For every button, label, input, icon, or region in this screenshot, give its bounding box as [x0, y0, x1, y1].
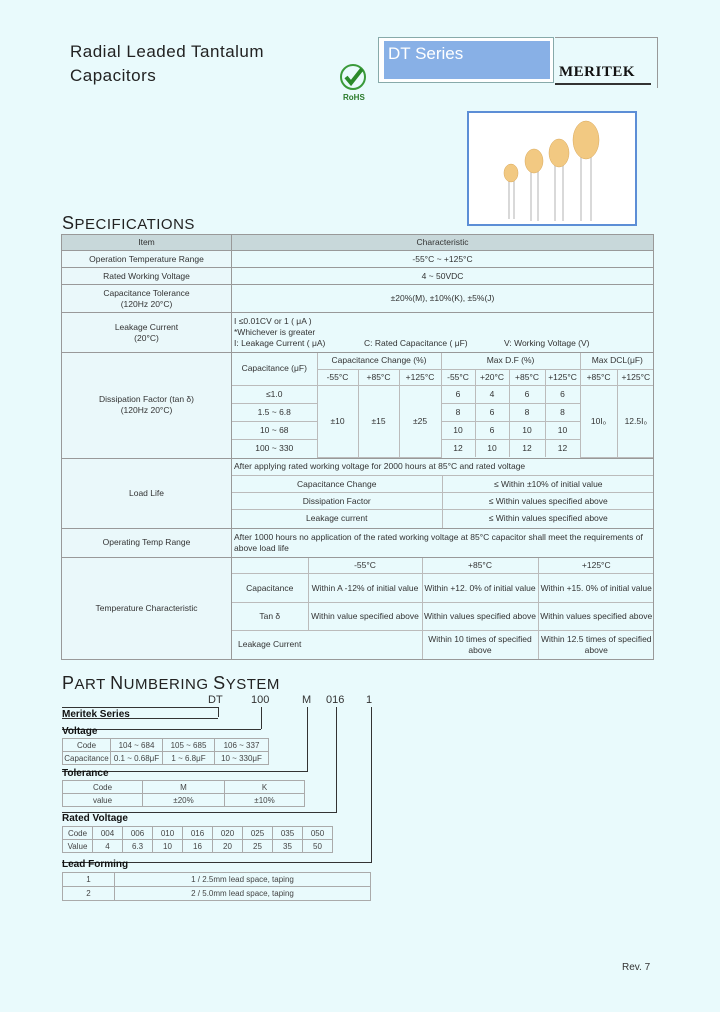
voltage-cap-cell: 1 ~ 6.8μF: [163, 752, 215, 765]
rated-value-cell: 25: [243, 840, 273, 853]
voltage-table: [62, 738, 269, 765]
capacitor-image: [469, 113, 635, 224]
df-value: 10: [545, 421, 580, 439]
temp-char-value: Within values specified above: [538, 603, 654, 631]
row-op-temp: [62, 251, 654, 268]
load-life-value: ≤ Within values specified above: [442, 510, 654, 528]
df-cc-value: ±15: [358, 385, 399, 457]
rated-code-cell: 025: [243, 827, 273, 840]
load-life-key: Dissipation Factor: [232, 493, 442, 510]
df-dcl-value: 10I₀: [580, 385, 617, 457]
leakage-line-1: I ≤0.01CV or 1 ( μA ): [234, 316, 312, 326]
brand-underline: [555, 83, 651, 85]
col-item: Item: [62, 235, 232, 251]
voltage-cap-cell: 10 ~ 330μF: [215, 752, 269, 765]
code-part-rated: 016: [326, 694, 345, 706]
leakage-def-i: I: Leakage Current ( μA): [234, 338, 326, 348]
load-life-value: ≤ Within ±10% of initial value: [442, 476, 654, 493]
cap-tol-value: ±20%(M), ±10%(K), ±5%(J): [232, 285, 654, 313]
df-cap-range: ≤1.0: [232, 385, 317, 403]
load-life-cell: [232, 458, 654, 528]
rated-value-cell: 4: [93, 840, 123, 853]
temp-char-key: Capacitance: [232, 574, 308, 603]
row-leakage: [62, 313, 654, 353]
code-part-voltage: 100: [251, 694, 270, 706]
rated-code-cell: 006: [123, 827, 153, 840]
df-dcl-value: 12.5I₀: [617, 385, 654, 457]
df-value: 12: [441, 439, 475, 457]
df-value: 10: [509, 421, 545, 439]
df-table-cell: [232, 353, 654, 459]
temp-char-key: Leakage Current: [232, 631, 422, 659]
leakage-line-3: [234, 338, 653, 349]
voltage-code-cell: 104 ~ 684: [111, 739, 163, 752]
df-df-temp: +20°C: [475, 369, 509, 385]
product-photo: [467, 111, 637, 226]
df-label-2: (120Hz 20°C): [120, 405, 173, 416]
rohs-label: RoHS: [343, 93, 365, 102]
df-cap-range: 10 ~ 68: [232, 421, 317, 439]
lead-code-cell: 2: [63, 887, 115, 901]
rated-value-cell: 20: [213, 840, 243, 853]
connector-line: [261, 707, 262, 729]
df-value: 4: [475, 385, 509, 403]
df-cc-header: Capacitance Change (%): [317, 353, 441, 369]
specifications-table: [61, 234, 654, 660]
part-heading-p: P: [62, 673, 75, 693]
cap-tol-label: [62, 285, 232, 313]
rated-value-cell: 16: [183, 840, 213, 853]
rated-value-cell: 6.3: [123, 840, 153, 853]
temp-char-corner: [232, 558, 308, 574]
rated-code-cell: 035: [273, 827, 303, 840]
df-cap-header: Capacitance (μF): [232, 353, 317, 385]
df-df-temp: +125°C: [545, 369, 580, 385]
leakage-def-c: C: Rated Capacitance ( μF): [364, 338, 468, 348]
row-temp-char: [62, 557, 654, 659]
lead-desc-cell: 2 / 5.0mm lead space, taping: [115, 887, 371, 901]
cap-tol-label-1: Capacitance Tolerance: [103, 287, 190, 298]
tolerance-table: [62, 780, 305, 807]
part-heading-ystem: YSTEM: [225, 676, 280, 693]
cap-tol-label-2: (120Hz 20°C): [120, 298, 173, 309]
specifications-heading: [62, 213, 195, 234]
part-heading-s: S: [213, 673, 226, 693]
rated-voltage-code-label: Rated Voltage: [62, 813, 128, 824]
op-temp-label: Operation Temperature Range: [62, 251, 232, 268]
op-temp-value: -55°C ~ +125°C: [232, 251, 654, 268]
brand-box: [555, 37, 658, 88]
revision-label: Rev. 7: [622, 962, 651, 973]
temp-char-value: Within +12. 0% of initial value: [422, 574, 538, 603]
rated-voltage-label: Rated Working Voltage: [62, 268, 232, 285]
rated-code-cell: 050: [303, 827, 333, 840]
df-table: [232, 353, 654, 458]
rated-code-cell: Code: [63, 827, 93, 840]
tol-code-cell: Code: [63, 781, 143, 794]
spec-heading-initial: S: [62, 213, 75, 233]
rated-voltage-value: 4 ~ 50VDC: [232, 268, 654, 285]
temp-char-header: +85°C: [422, 558, 538, 574]
df-cc-value: ±25: [399, 385, 441, 457]
connector-line: [218, 707, 219, 717]
part-heading-n: N: [110, 673, 124, 693]
temp-char-value: Within A -12% of initial value: [308, 574, 422, 603]
rohs-logo: [338, 62, 368, 109]
df-value: 10: [475, 439, 509, 457]
df-maxdf-header: Max D.F (%): [441, 353, 580, 369]
part-numbering-heading: [62, 673, 280, 694]
temp-char-key: Tan δ: [232, 603, 308, 631]
code-part-lead: 1: [366, 694, 373, 706]
voltage-cap-cell: Capacitance: [64, 753, 109, 763]
tol-code-cell: M: [143, 781, 225, 794]
rated-code-cell: 016: [183, 827, 213, 840]
df-value: 6: [509, 385, 545, 403]
df-value: 6: [475, 403, 509, 421]
row-dissipation: [62, 353, 654, 459]
voltage-code-cell: 105 ~ 685: [163, 739, 215, 752]
df-value: 6: [545, 385, 580, 403]
tol-value-cell: ±20%: [143, 794, 225, 807]
df-dcl-temp: +125°C: [617, 369, 654, 385]
df-value: 8: [545, 403, 580, 421]
document-title: [70, 40, 264, 88]
rated-value-cell: 35: [273, 840, 303, 853]
df-label: [62, 353, 232, 459]
lead-desc-cell: 1 / 2.5mm lead space, taping: [115, 873, 371, 887]
load-life-key: Capacitance Change: [232, 476, 442, 493]
voltage-label: Voltage: [62, 726, 98, 737]
connector-line: [371, 707, 372, 863]
df-value: 8: [441, 403, 475, 421]
leakage-label-2: (20°C): [134, 332, 159, 343]
rated-value-cell: 50: [303, 840, 333, 853]
df-value: 8: [509, 403, 545, 421]
title-line-1: Radial Leaded Tantalum: [70, 42, 265, 61]
load-life-table: [232, 459, 654, 528]
temp-char-value: Within 10 times of specified above: [422, 631, 538, 659]
temp-char-label: Temperature Characteristic: [62, 557, 232, 659]
connector-line: [307, 707, 308, 772]
voltage-cap-cell: 0.1 ~ 0.68μF: [111, 752, 163, 765]
df-df-temp: -55°C: [441, 369, 475, 385]
connector-line: [62, 707, 218, 708]
part-heading-art: ART: [74, 676, 111, 693]
tol-code-cell: K: [225, 781, 305, 794]
op-temp2-value: After 1000 hours no application of the rated working voltage at 85°C capacitor shall meet the requirements of above load life: [232, 528, 654, 557]
df-value: 6: [441, 385, 475, 403]
op-temp2-label: Operating Temp Range: [62, 528, 232, 557]
rated-code-cell: 004: [93, 827, 123, 840]
tol-value-cell: value: [63, 794, 143, 807]
meritek-series-label: Meritek Series: [62, 709, 130, 720]
spec-heading-rest: PECIFICATIONS: [74, 216, 195, 233]
rated-value-cell: 10: [153, 840, 183, 853]
df-df-temp: +85°C: [509, 369, 545, 385]
connector-line: [336, 707, 337, 813]
df-cc-value: ±10: [317, 385, 358, 457]
leakage-label-1: Leakage Current: [114, 321, 179, 332]
df-value: 10: [441, 421, 475, 439]
df-value: 12: [509, 439, 545, 457]
row-load-life: [62, 458, 654, 528]
df-value: 12: [545, 439, 580, 457]
lead-forming-label: Lead Forming: [62, 859, 129, 870]
spec-header-row: [62, 235, 654, 251]
code-part-tolerance: M: [302, 694, 312, 706]
lead-forming-table: [62, 872, 371, 901]
df-dcl-temp: +85°C: [580, 369, 617, 385]
rated-voltage-table: [62, 826, 333, 853]
tolerance-label: Tolerance: [62, 768, 109, 779]
leakage-label: [62, 313, 232, 353]
tol-value-cell: ±10%: [225, 794, 305, 807]
df-cap-range: 1.5 ~ 6.8: [232, 403, 317, 421]
load-life-label: Load Life: [62, 458, 232, 528]
temp-char-value: Within +15. 0% of initial value: [538, 574, 654, 603]
temp-char-table: [232, 558, 654, 659]
rohs-check-icon: [338, 62, 368, 104]
temp-char-value: Within value specified above: [308, 603, 422, 631]
rated-code-cell: 020: [213, 827, 243, 840]
df-maxdcl-header: Max DCL(μF): [580, 353, 654, 369]
col-characteristic: Characteristic: [232, 235, 654, 251]
df-cc-temp: +125°C: [399, 369, 441, 385]
temp-char-header: +125°C: [538, 558, 654, 574]
rated-value-cell: Value: [63, 840, 93, 853]
brand-name: MERITEK: [559, 64, 636, 80]
series-box: [378, 37, 554, 83]
voltage-code-cell: Code: [63, 739, 111, 752]
row-op-temp-range: [62, 528, 654, 557]
df-cap-range: 100 ~ 330: [232, 439, 317, 457]
df-label-1: Dissipation Factor (tan δ): [99, 394, 194, 405]
series-label: DT Series: [384, 41, 550, 79]
load-life-key: Leakage current: [232, 510, 442, 528]
df-cc-temp: -55°C: [317, 369, 358, 385]
temp-char-cell: [232, 557, 654, 659]
temp-char-header: -55°C: [308, 558, 422, 574]
df-cc-temp: +85°C: [358, 369, 399, 385]
code-part-series: DT: [208, 694, 223, 706]
temp-char-value: Within 12.5 times of specified above: [538, 631, 654, 659]
part-heading-umbering: UMBERING: [123, 676, 214, 693]
rated-code-cell: 010: [153, 827, 183, 840]
temp-char-value: Within values specified above: [422, 603, 538, 631]
leakage-def-v: V: Working Voltage (V): [504, 338, 590, 348]
leakage-value: [232, 313, 654, 353]
title-line-2: Capacitors: [70, 66, 157, 85]
leakage-line-2: *Whichever is greater: [234, 327, 316, 337]
voltage-code-cell: 106 ~ 337: [215, 739, 269, 752]
row-rated-voltage: [62, 268, 654, 285]
df-value: 6: [475, 421, 509, 439]
row-cap-tolerance: [62, 285, 654, 313]
load-life-value: ≤ Within values specified above: [442, 493, 654, 510]
load-life-note: After applying rated working voltage for 2000 hours at 85°C and rated voltage: [232, 459, 654, 476]
lead-code-cell: 1: [63, 873, 115, 887]
